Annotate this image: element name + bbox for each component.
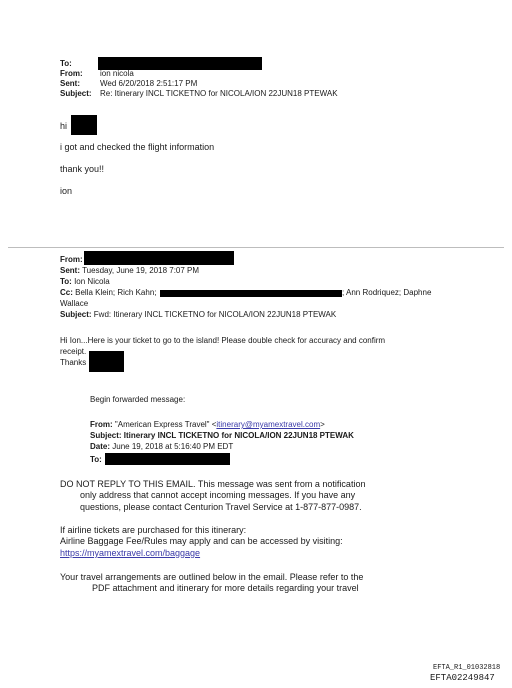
body-line: i got and checked the flight information xyxy=(60,142,215,152)
greeting: hi xyxy=(60,121,68,131)
fwd-date-label: Date: xyxy=(90,442,111,451)
notice-line: only address that cannot accept incoming messages. If you have any xyxy=(80,490,356,500)
fwd-subject-value: Itinerary INCL TICKETNO for NICOLA/ION 22JUN18 PTEWAK xyxy=(123,431,354,440)
fwd-date-line xyxy=(90,442,233,452)
redacted-name xyxy=(71,115,97,135)
to-label: To: xyxy=(60,277,72,286)
fwd-from-email-link[interactable]: itinerary@myamextravel.com xyxy=(216,420,321,429)
fwd-from-line xyxy=(90,420,325,430)
baggage-link[interactable]: https://myamextravel.com/baggage xyxy=(60,548,201,558)
to-value: Ion Nicola xyxy=(74,277,110,286)
document-id-1: EFTA_R1_01032818 xyxy=(433,664,501,672)
to-line xyxy=(60,277,110,287)
from-label: From: xyxy=(60,69,83,78)
sent-value: Wed 6/20/2018 2:51:17 PM xyxy=(100,79,198,88)
subject-value: Fwd: Itinerary INCL TICKETNO for NICOLA/ION 22JUN18 PTEWAK xyxy=(93,310,337,319)
baggage-line: Airline Baggage Fee/Rules may apply and can be accessed by visiting: xyxy=(60,536,343,546)
sent-value: Tuesday, June 19, 2018 7:07 PM xyxy=(82,266,200,275)
fwd-subject-label: Subject: xyxy=(90,431,122,440)
from-value: ion nicola xyxy=(100,69,134,78)
divider xyxy=(8,247,504,248)
redacted-cc xyxy=(160,290,342,297)
fwd-from-value: "American Express Travel" < xyxy=(114,420,217,429)
fwd-subject-line xyxy=(90,431,354,441)
from-label: From: xyxy=(60,255,83,264)
cc-value-end: ; Ann Rodriquez; Daphne xyxy=(342,288,432,297)
body-line: Hi Ion...Here is your ticket to go to the island! Please double check for accuracy and confirm xyxy=(60,336,386,345)
cc-label: Cc: xyxy=(60,288,73,297)
body-line: thank you!! xyxy=(60,164,105,174)
cc-value-start: Bella Klein; Rich Kahn; xyxy=(75,288,157,297)
notice-line: DO NOT REPLY TO THIS EMAIL. This message was sent from a notification xyxy=(60,479,366,489)
forwarded-intro: Begin forwarded message: xyxy=(90,395,186,404)
subject-label: Subject: xyxy=(60,89,92,98)
sent-label: Sent: xyxy=(60,266,80,275)
subject-label: Subject: xyxy=(60,310,92,319)
sent-label: Sent: xyxy=(60,79,80,88)
cc-line xyxy=(60,288,157,298)
travel-line: Your travel arrangements are outlined below in the email. Please refer to the xyxy=(60,572,364,582)
fwd-date-value: June 19, 2018 at 5:16:40 PM EDT xyxy=(112,442,234,451)
fwd-from-close: > xyxy=(320,420,325,429)
signature: ion xyxy=(60,186,73,196)
redacted-fwd-to xyxy=(105,453,230,465)
redacted-from xyxy=(84,251,234,265)
travel-line: PDF attachment and itinerary for more details regarding your travel xyxy=(92,583,359,593)
thanks: Thanks xyxy=(60,358,87,367)
baggage-line: If airline tickets are purchased for this itinerary: xyxy=(60,525,247,535)
document-id-2: EFTA02249847 xyxy=(430,673,495,683)
notice-line: questions, please contact Centurion Travel Service at 1-877-877-0987. xyxy=(80,502,362,512)
sent-line xyxy=(60,266,199,276)
redacted-sender xyxy=(89,351,124,372)
to-label: To: xyxy=(60,59,72,68)
fwd-from-label: From: xyxy=(90,420,113,429)
cc-value-line2: Wallace xyxy=(60,299,89,308)
subject-line xyxy=(60,310,336,320)
fwd-to-label: To: xyxy=(90,455,102,464)
subject-value: Re: Itinerary INCL TICKETNO for NICOLA/ION 22JUN18 PTEWAK xyxy=(100,89,338,98)
body-line: receipt. xyxy=(60,347,87,356)
